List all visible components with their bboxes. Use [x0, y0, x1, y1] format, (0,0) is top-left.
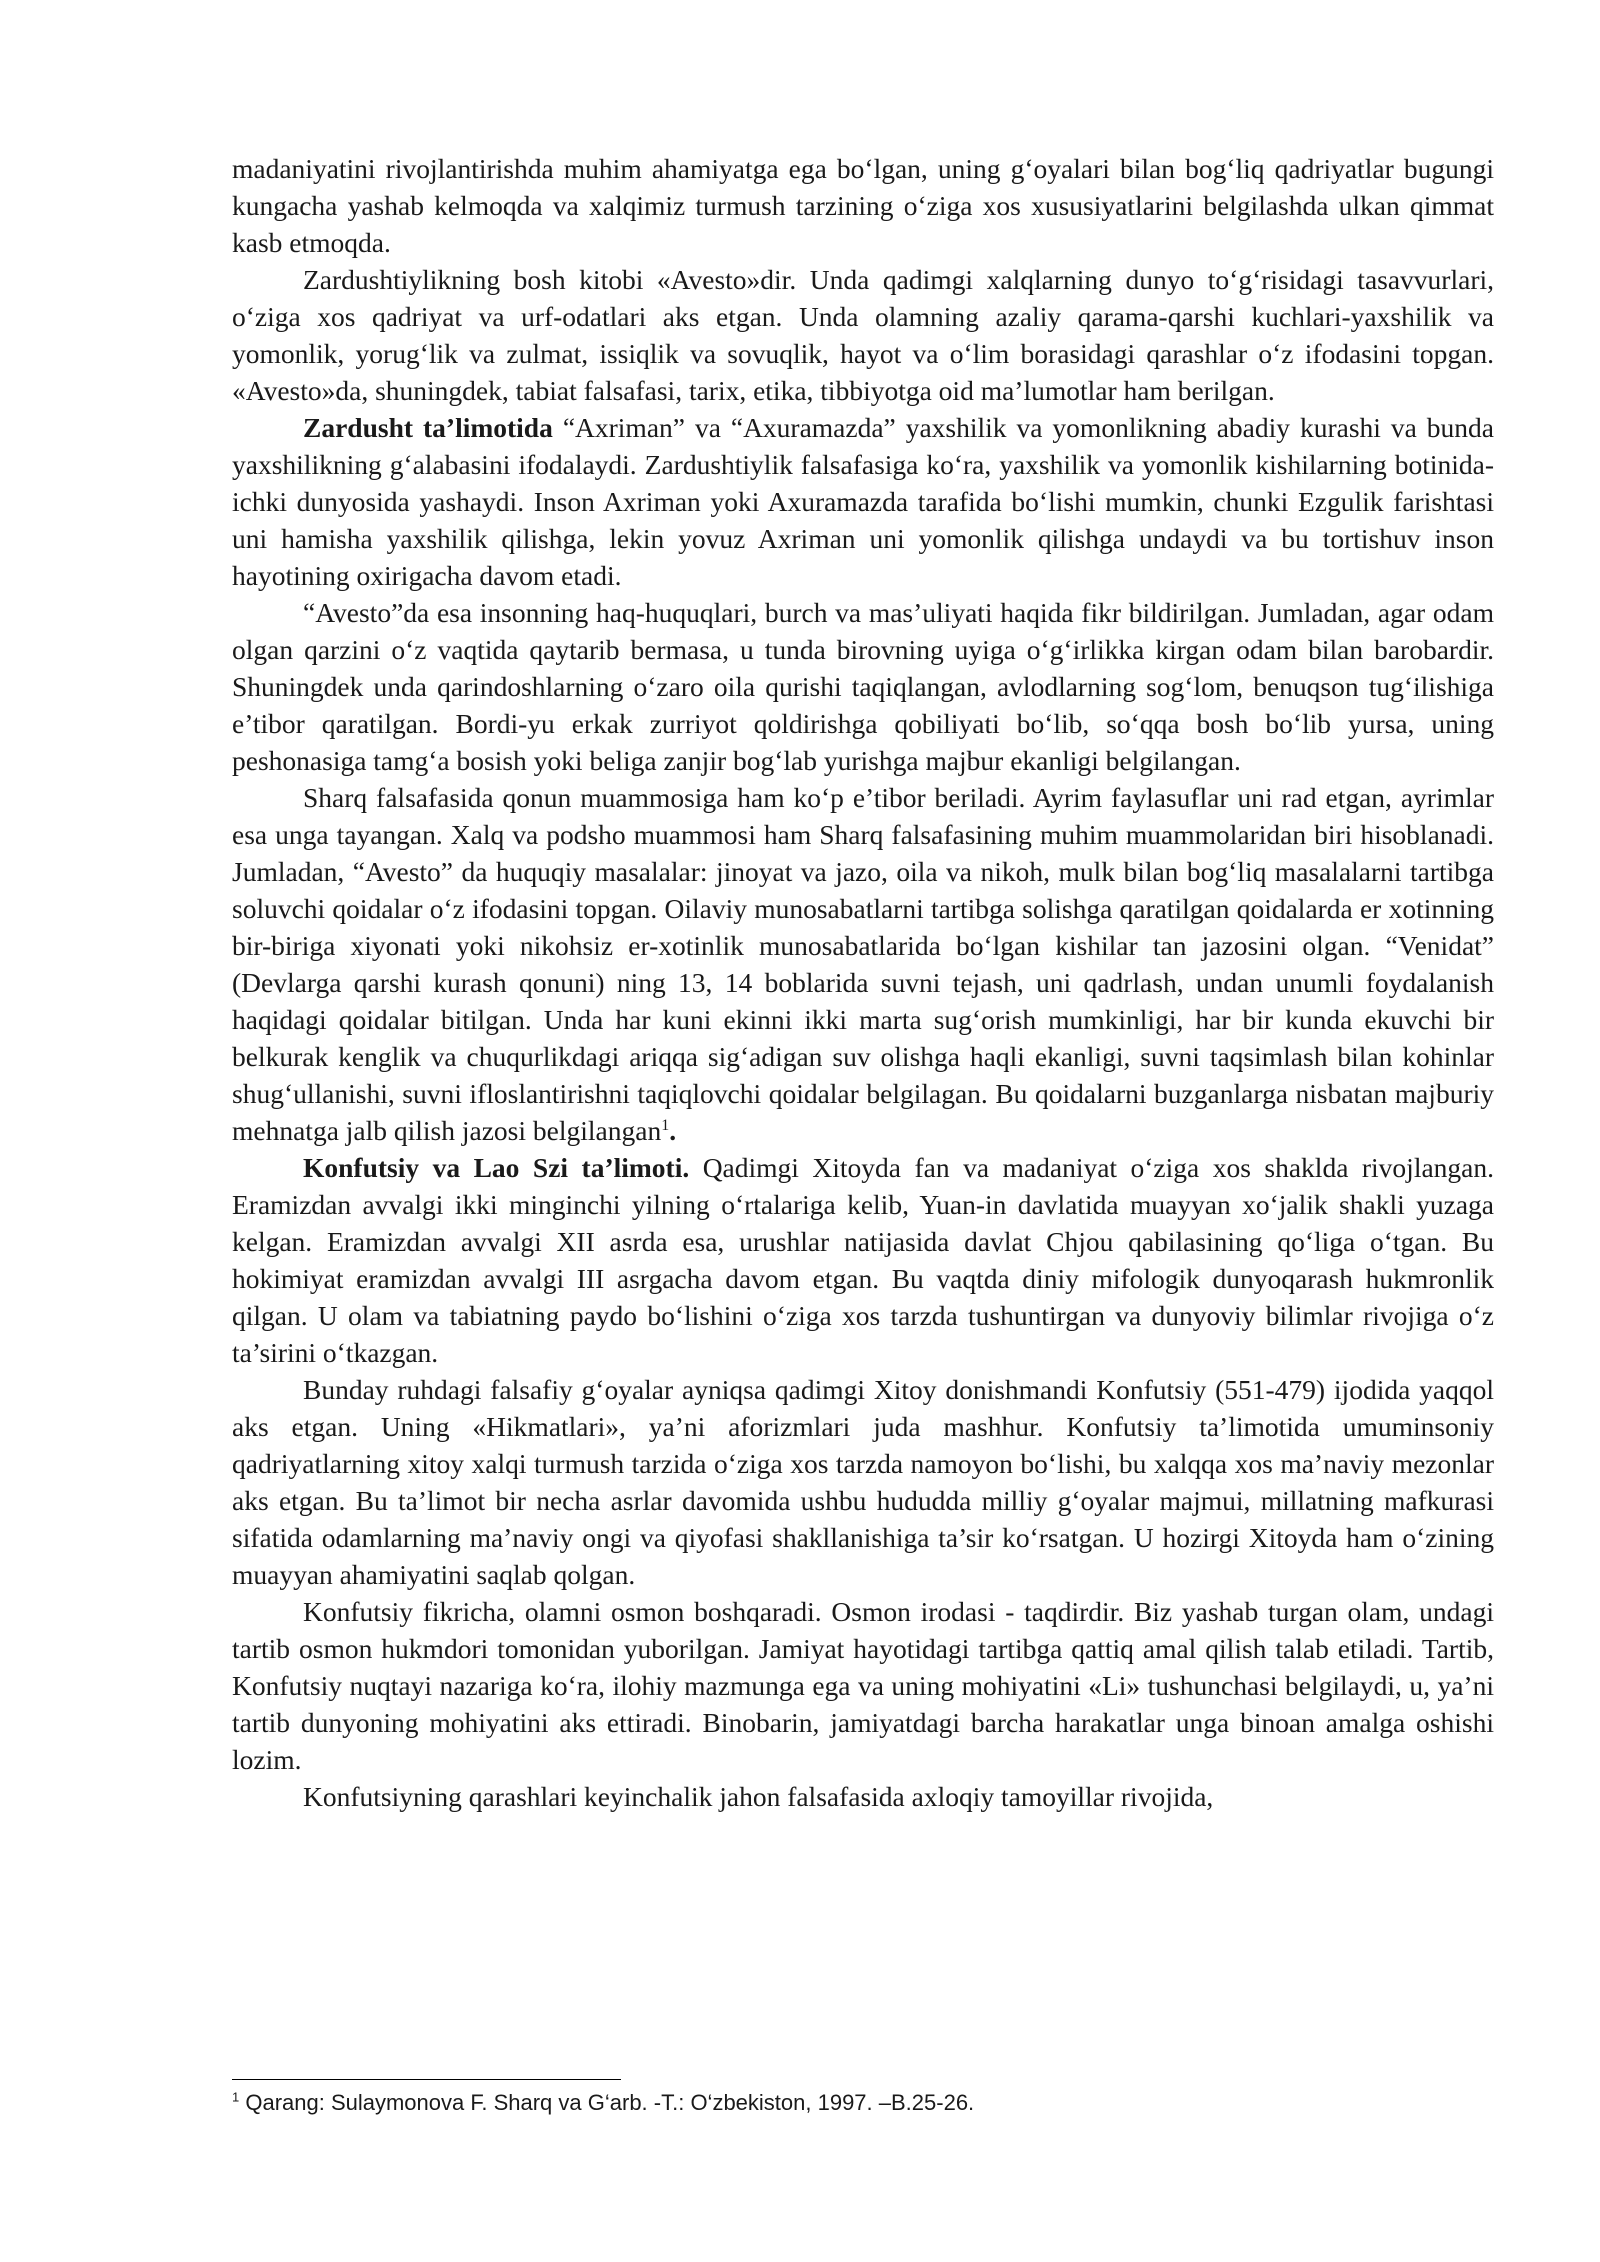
paragraph-7 — [232, 1371, 1494, 1593]
paragraph-8-text: Konfutsiy fikricha, olamni osmon boshqaradi. Osmon irodasi - taqdirdir. Biz yashab turgan olam, undagi tartib osmon hukmdori tomonidan yuborilgan. Jamiyat hayotidagi tartibga qattiq amal qilish talab etiladi. Tartib, Konfutsiy nuqtayi nazariga ko‘ra, ilohiy mazmunga ega va uning mohiyatini «Li» tushunchasi belgilaydi, u, ya’ni tartib dunyoning mohiyatini aks ettiradi. Binobarin, jamiyatdagi barcha harakatlar unga binoan amalga oshishi lozim. — [232, 1596, 1494, 1775]
paragraph-4 — [232, 594, 1494, 779]
paragraph-5 — [232, 779, 1494, 1149]
paragraph-3-heading: Zardusht ta’limotida — [303, 412, 553, 443]
paragraph-3-text: “Axriman” va “Axuramazda” yaxshilik va yomonlikning abadiy kurashi va bunda yaxshilikning g‘alabasini ifodalaydi. Zardushtiylik falsafasiga ko‘ra, yaxshilik va yomonlik kishilarning botinida-ichki dunyosida yashaydi. Inson Axriman yoki Axuramazda tarafida bo‘lishi mumkin, chunki Ezgulik farishtasi uni hamisha yaxshilik qilishga, lekin yovuz Axriman uni yomonlik qilishga undaydi va bu tortishuv inson hayotining oxirigacha davom etadi. — [232, 412, 1495, 591]
paragraph-1 — [232, 150, 1494, 261]
footnote-reference[interactable]: 1 — [661, 1116, 670, 1134]
paragraph-8 — [232, 1593, 1494, 1778]
footnote-text: Qarang: Sulaymonova F. Sharq va G‘arb. -T.: O‘zbekiston, 1997. –B.25-26. — [239, 2090, 975, 2115]
footnote — [232, 2088, 1494, 2118]
paragraph-6-heading: Konfutsiy va Lao Szi ta’limoti. — [303, 1152, 690, 1183]
body-text — [232, 150, 1494, 1815]
paragraph-3 — [232, 409, 1494, 594]
paragraph-4-text: “Avesto”da esa insonning haq-huquqlari, burch va mas’uliyati haqida fikr bildirilgan. Jumladan, agar odam olgan qarzini o‘z vaqtida qaytarib bermasa, u tunda birovning uyiga o‘g‘irlikka kirgan odam bilan barobardir. Shuningdek unda qarindoshlarning o‘zaro oila qurishi taqiqlangan, avlodlarning sog‘lom, benuqson tug‘ilishiga e’tibor qaratilgan. Bordi-yu erkak zurriyot qoldirishga qobiliyati bo‘lib, so‘qqa bosh bo‘lib yursa, uning peshonasiga tamg‘a bosish yoki beliga zanjir bog‘lab yurishga majbur ekanligi belgilangan. — [232, 597, 1494, 776]
footnote-separator — [232, 2079, 621, 2080]
paragraph-5-period: . — [669, 1115, 677, 1146]
paragraph-9-text: Konfutsiyning qarashlari keyinchalik jahon falsafasida axloqiy tamoyillar rivojida, — [303, 1781, 1214, 1812]
paragraph-5-text: Sharq falsafasida qonun muammosiga ham ko‘p e’tibor beriladi. Ayrim faylasuflar uni rad etgan, ayrimlar esa unga tayangan. Xalq va podsho muammosi ham Sharq falsafasining muhim muammolaridan biri hisoblanadi. Jumladan, “Avesto” da huquqiy masalalar: jinoyat va jazo, oila va nikoh, mulk bilan bog‘liq masalalarni tartibga soluvchi qoidalar o‘z ifodasini topgan. Oilaviy munosabatlarni tartibga solishga qaratilgan qoidalarda er xotinning bir-biriga xiyonati yoki nikohsiz er-xotinlik munosabatlarida bo‘lgan kishilar tan jazosini olgan. “Venidat” (Devlarga qarshi kurash qonuni) ning 13, 14 boblarida suvni tejash, uni qadrlash, undan unumli foydalanish haqidagi qoidalar bitilgan. Unda har kuni ekinni ikki marta sug‘orish mumkinligi, har bir kunda ekuvchi bir belkurak kenglik va chuqurlikdagi ariqqa sig‘adigan suv olishga haqli ekanligi, suvni taqsimlash bilan kohinlar shug‘ullanishi, suvni ifloslantirishni taqiqlovchi qoidalar belgilagan. Bu qoidalarni buzganlarga nisbatan majburiy mehnatga jalb qilish jazosi belgilangan — [232, 782, 1494, 1146]
paragraph-6-text: Qadimgi Xitoyda fan va madaniyat o‘ziga xos shaklda rivojlangan. Eramizdan avvalgi ikki minginchi yilning o‘rtalariga kelib, Yuan-in davlatida muayyan xo‘jalik shakli yuzaga kelgan. Eramizdan avvalgi XII asrda esa, urushlar natijasida davlat Chjou qabilasining qo‘liga o‘tgan. Bu hokimiyat eramizdan avvalgi III asrgacha davom etgan. Bu vaqtda diniy mifologik dunyoqarash hukmronlik qilgan. U olam va tabiatning paydo bo‘lishini o‘ziga xos tarzda tushuntirgan va dunyoviy bilimlar rivojiga o‘z ta’sirini o‘tkazgan. — [232, 1152, 1494, 1368]
paragraph-2 — [232, 261, 1494, 409]
paragraph-2-text: Zardushtiylikning bosh kitobi «Avesto»dir. Unda qadimgi xalqlarning dunyo to‘g‘risidagi tasavvurlari, o‘ziga xos qadriyat va urf-odatlari aks etgan. Unda olamning azaliy qarama-qarshi kuchlari-yaxshilik va yomonlik, yorug‘lik va zulmat, issiqlik va sovuqlik, hayot va o‘lim borasidagi qarashlar o‘z ifodasini topgan. «Avesto»da, shuningdek, tabiat falsafasi, tarix, etika, tibbiyotga oid ma’lumotlar ham berilgan. — [232, 264, 1494, 406]
paragraph-7-text: Bunday ruhdagi falsafiy g‘oyalar ayniqsa qadimgi Xitoy donishmandi Konfutsiy (551-479) ijodida yaqqol aks etgan. Uning «Hikmatlari», ya’ni aforizmlari juda mashhur. Konfutsiy ta’limotida umuminsoniy qadriyatlarning xitoy xalqi turmush tarzida o‘ziga xos tarzda namoyon bo‘lishi, bu xalqqa xos ma’naviy mezonlar aks etgan. Bu ta’limot bir necha asrlar davomida ushbu hududda milliy g‘oyalar majmui, millatning mafkurasi sifatida odamlarning ma’naviy ongi va qiyofasi shakllanishiga ta’sir ko‘rsatgan. U hozirgi Xitoyda ham o‘zining muayyan ahamiyatini saqlab qolgan. — [232, 1374, 1494, 1590]
footnote-marker: 1 — [232, 2089, 240, 2105]
paragraph-9 — [232, 1778, 1494, 1815]
paragraph-6 — [232, 1149, 1494, 1371]
paragraph-1-text: madaniyatini rivojlantirishda muhim ahamiyatga ega bo‘lgan, uning g‘oyalari bilan bog‘liq qadriyatlar bugungi kungacha yashab kelmoqda va xalqimiz turmush tarzining o‘ziga xos xususiyatlarini belgilashda ulkan qimmat kasb etmoqda. — [232, 153, 1494, 258]
